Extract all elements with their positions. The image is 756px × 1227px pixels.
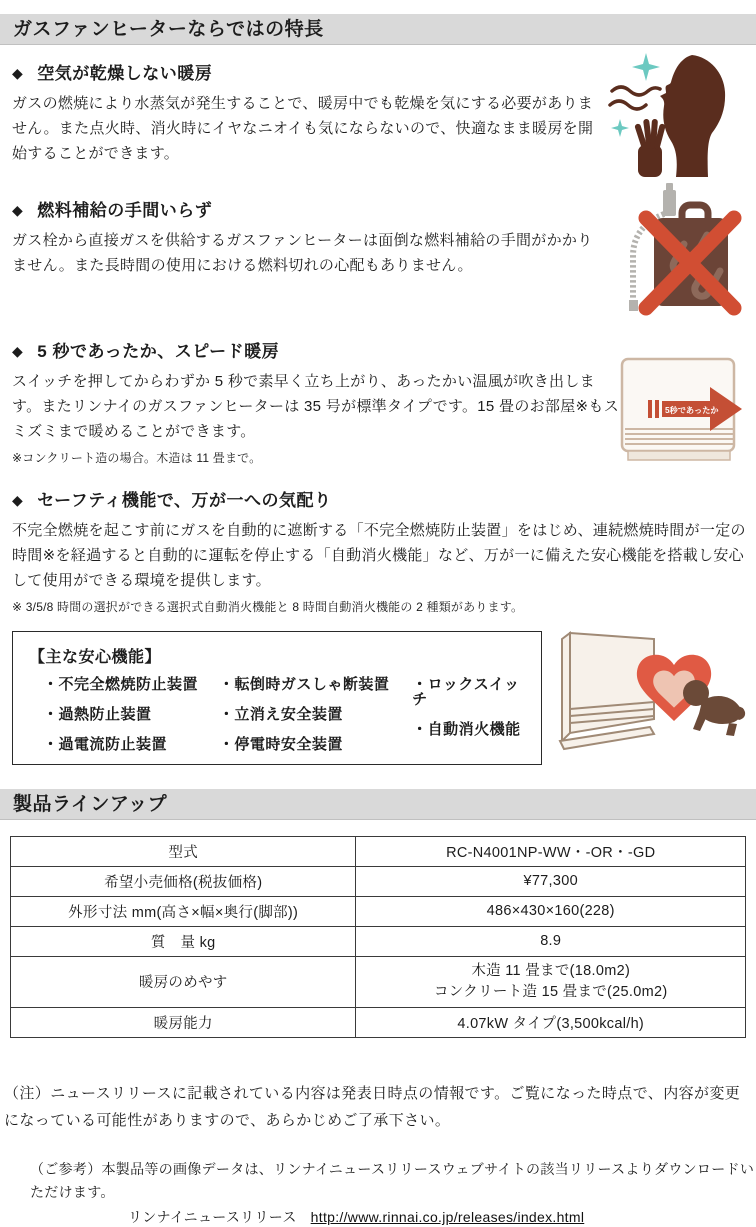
spec-label: 質 量 kg [11,926,356,956]
feature-speed-heading: ◆ 5 秒であったか、スピード暖房 [12,342,280,361]
safety-box-title: 【主な安心機能】 [29,648,162,666]
safety-illustration [550,625,746,758]
breath-wave-icon [612,87,660,95]
heater-heart-baby-icon [550,625,746,753]
safety-item: ・ロックスイッチ [412,675,520,708]
raised-hand-silhouette [634,119,666,177]
feature-no-refuel [12,182,746,323]
heater-with-arrow-icon [620,357,746,467]
feature-safety-body: 不完全燃焼を起こす前にガスを自動的に遮断する「不完全燃焼防止装置」をはじめ、連続燃焼時間が一定の時間※を経過すると自動的に運転を停止する「自動消火機能」など、万が一に備えた安心機能を搭載し安心して使用ができる環境を提供します。 [12,522,746,590]
feature-safety-heading: ◆ セーフティ機能で、万が一への気配り [12,491,332,510]
diamond-bullet-icon: ◆ [12,202,24,218]
no-fuel-can-illustration [606,182,746,323]
sparkle-icon [632,53,660,81]
reference-note: （ご参考）本製品等の画像データは、リンナイニュースリリースウェブサイトの該当リリースよりダウンロードいただけます。 [30,1160,755,1201]
table-row [11,926,746,956]
spec-value: 486×430×160(228) [356,896,746,926]
product-spec-table [10,836,746,1038]
feature-no-refuel-body: ガス栓から直接ガスを供給するガスファンヒーターは面倒な燃料補給の手間がかかりません。また長時間の使用における燃料切れの心配もありません。 [12,232,593,275]
crossed-fuel-can-icon [606,182,746,318]
safety-item: ・転倒時ガスしゃ断装置 [218,675,390,693]
feature-no-refuel-heading: ◆ 燃料補給の手間いらず [12,201,213,220]
woman-breathing-illustration [604,45,746,182]
spec-value: 木造 11 畳まで(18.0m2) コンクリート造 15 畳まで(25.0m2) [356,956,746,1007]
pump-icon [663,183,676,216]
spec-value: 4.07kW タイプ(3,500kcal/h) [356,1007,746,1037]
news-release-label: リンナイニュースリリース [128,1209,297,1226]
baby-silhouette-icon [683,680,745,736]
outlined-heater-icon [560,633,654,749]
features-section-header: ガスファンヒーターならではの特長 [0,14,756,45]
feature-speed-footnote: ※コンクリート造の場合。木造は 11 畳まで。 [12,450,262,465]
sparkle-icon [611,119,629,137]
safety-item: ・停電時安全装置 [218,735,343,753]
safety-item: ・立消え安全装置 [218,705,343,723]
table-row [11,1007,746,1037]
diamond-bullet-icon: ◆ [12,492,24,508]
feature-dry-air-body: ガスの燃焼により水蒸気が発生することで、暖房中でも乾燥を気にする必要がありません。また点火時、消火時にイヤなニオイも気にならないので、快適なまま暖房を開始することができます。 [12,95,594,163]
disclaimer-note: （注）ニュースリリースに記載されている内容は発表日時点の情報です。ご覧になった時点で、内容が変更になっている可能性がありますので、あらかじめご了承下さい。 [4,1084,741,1129]
spec-value: RC-N4001NP-WW・-OR・-GD [356,836,746,866]
spec-label: 暖房のめやす [11,956,356,1007]
feature-dry-air [12,45,746,182]
safety-functions-section [12,631,746,765]
table-row [11,866,746,896]
safety-item: ・自動消火機能 [412,720,521,738]
table-row [11,896,746,926]
can-handle-icon [682,205,708,220]
heater-base [628,451,730,460]
feature-speed-heating [12,323,746,472]
feature-dry-air-heading: ◆ 空気が乾燥しない暖房 [12,64,213,83]
spec-value: 8.9 [356,926,746,956]
speed-heater-illustration [620,357,746,472]
woman-head-silhouette [660,55,725,177]
feature-safety [12,472,746,615]
table-row [11,956,746,1007]
safety-item: ・不完全燃焼防止装置 [43,675,199,693]
spec-label: 型式 [11,836,356,866]
diamond-bullet-icon: ◆ [12,65,24,81]
news-release-line [128,1207,756,1227]
spec-value: ¥77,300 [356,866,746,896]
rinnai-news-release-link[interactable]: http://www.rinnai.co.jp/releases/index.html [310,1209,585,1226]
diamond-bullet-icon: ◆ [12,343,24,359]
spec-label: 外形寸法 mm(高さ×幅×奥行(脚部)) [11,896,356,926]
safety-functions-box [12,631,542,765]
table-row [11,836,746,866]
spec-label: 希望小売価格(税抜価格) [11,866,356,896]
woman-silhouette-icon [604,45,746,177]
feature-speed-body: スイッチを押してからわずか 5 秒で素早く立ち上がり、あったかい温風が吹き出します。またリンナイのガスファンヒーターは 35 号が標準タイプです。15 畳のお部屋※もスミズミまで暖めることができます。 [12,373,619,441]
lineup-section-header: 製品ラインアップ [0,789,756,820]
breath-wave-icon [610,101,646,109]
safety-item: ・過熱防止装置 [43,705,152,723]
feature-safety-footnote: ※ 3/5/8 時間の選択ができる選択式自動消火機能と 8 時間自動消火機能の 2 種類があります。 [12,599,524,614]
spec-label: 暖房能力 [11,1007,356,1037]
safety-item: ・過電流防止装置 [43,735,168,753]
speed-arrow-label: 5秒であったか [665,406,719,415]
